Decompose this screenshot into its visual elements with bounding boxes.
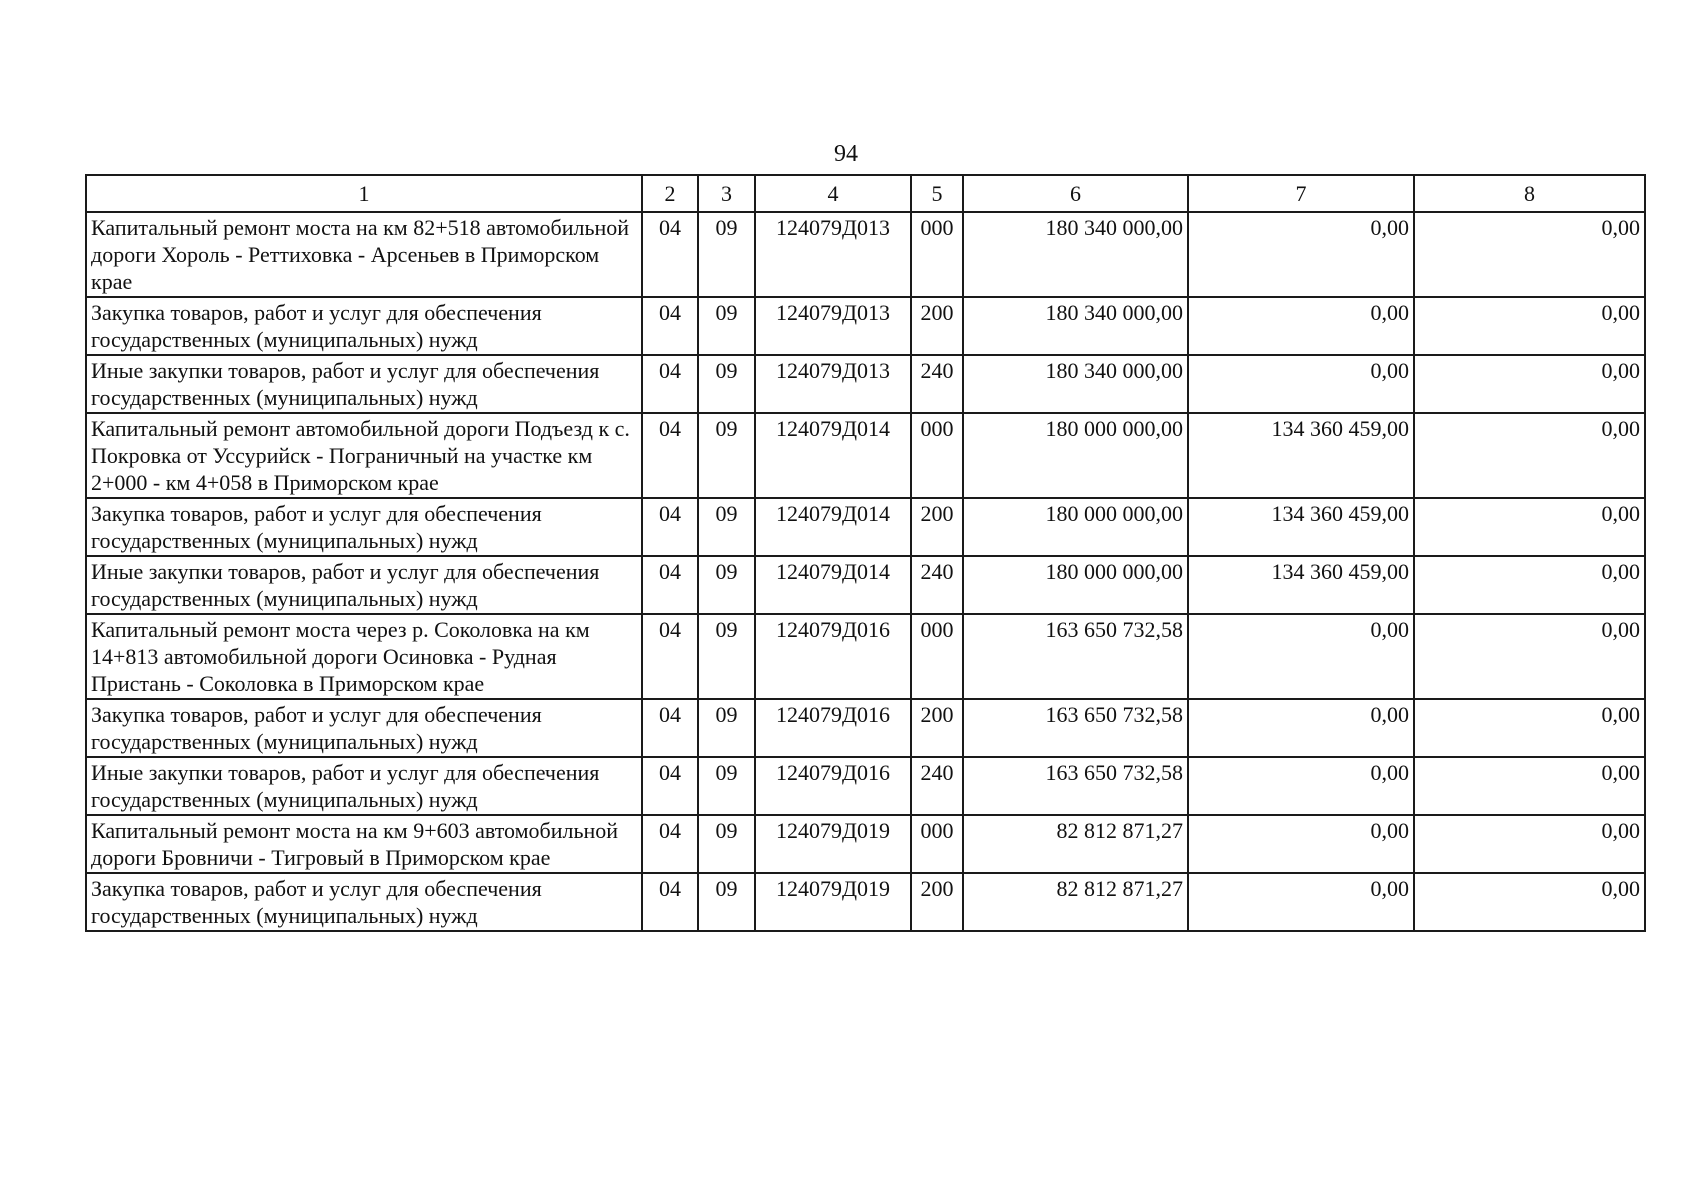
budget-table — [85, 174, 1646, 932]
row-expense-type: 200 — [911, 699, 963, 757]
row-amount-7: 0,00 — [1188, 614, 1414, 699]
row-expense-type: 000 — [911, 413, 963, 498]
row-section: 04 — [642, 815, 698, 873]
column-header: 6 — [963, 175, 1188, 212]
row-amount-8: 0,00 — [1414, 815, 1645, 873]
row-name: Иные закупки товаров, работ и услуг для обеспечения государственных (муниципальных) нужд — [86, 757, 642, 815]
row-expense-type: 200 — [911, 297, 963, 355]
row-amount-6: 180 000 000,00 — [963, 413, 1188, 498]
column-header: 1 — [86, 175, 642, 212]
row-amount-6: 180 000 000,00 — [963, 556, 1188, 614]
row-amount-7: 0,00 — [1188, 815, 1414, 873]
row-amount-6: 82 812 871,27 — [963, 873, 1188, 931]
row-section: 04 — [642, 212, 698, 297]
row-name: Капитальный ремонт моста на км 82+518 автомобильной дороги Хороль - Реттиховка - Арсеньев в Приморском крае — [86, 212, 642, 297]
table-row — [86, 212, 1645, 297]
row-subsection: 09 — [698, 212, 755, 297]
row-target-code: 124079Д013 — [755, 355, 911, 413]
row-section: 04 — [642, 498, 698, 556]
row-target-code: 124079Д016 — [755, 757, 911, 815]
row-subsection: 09 — [698, 556, 755, 614]
row-amount-6: 180 340 000,00 — [963, 297, 1188, 355]
row-amount-8: 0,00 — [1414, 498, 1645, 556]
row-amount-8: 0,00 — [1414, 873, 1645, 931]
row-amount-7: 134 360 459,00 — [1188, 413, 1414, 498]
row-expense-type: 200 — [911, 498, 963, 556]
row-subsection: 09 — [698, 699, 755, 757]
row-expense-type: 000 — [911, 815, 963, 873]
row-amount-8: 0,00 — [1414, 355, 1645, 413]
row-amount-6: 82 812 871,27 — [963, 815, 1188, 873]
row-amount-7: 0,00 — [1188, 873, 1414, 931]
row-name: Закупка товаров, работ и услуг для обеспечения государственных (муниципальных) нужд — [86, 297, 642, 355]
row-name: Закупка товаров, работ и услуг для обеспечения государственных (муниципальных) нужд — [86, 498, 642, 556]
row-amount-7: 0,00 — [1188, 355, 1414, 413]
table-row — [86, 757, 1645, 815]
table-row — [86, 297, 1645, 355]
column-header: 3 — [698, 175, 755, 212]
row-amount-6: 180 000 000,00 — [963, 498, 1188, 556]
row-subsection: 09 — [698, 873, 755, 931]
page-number: 94 — [834, 141, 858, 167]
row-section: 04 — [642, 614, 698, 699]
table-row — [86, 873, 1645, 931]
row-amount-8: 0,00 — [1414, 413, 1645, 498]
row-amount-6: 180 340 000,00 — [963, 212, 1188, 297]
row-target-code: 124079Д016 — [755, 699, 911, 757]
table-row — [86, 815, 1645, 873]
row-subsection: 09 — [698, 355, 755, 413]
row-amount-7: 0,00 — [1188, 699, 1414, 757]
row-amount-6: 180 340 000,00 — [963, 355, 1188, 413]
column-header: 7 — [1188, 175, 1414, 212]
row-expense-type: 240 — [911, 757, 963, 815]
row-amount-8: 0,00 — [1414, 297, 1645, 355]
row-target-code: 124079Д014 — [755, 413, 911, 498]
row-target-code: 124079Д016 — [755, 614, 911, 699]
row-target-code: 124079Д013 — [755, 297, 911, 355]
row-subsection: 09 — [698, 498, 755, 556]
row-amount-6: 163 650 732,58 — [963, 614, 1188, 699]
column-header: 2 — [642, 175, 698, 212]
table-row — [86, 614, 1645, 699]
row-name: Иные закупки товаров, работ и услуг для обеспечения государственных (муниципальных) нужд — [86, 355, 642, 413]
row-target-code: 124079Д014 — [755, 498, 911, 556]
row-amount-8: 0,00 — [1414, 556, 1645, 614]
row-target-code: 124079Д014 — [755, 556, 911, 614]
row-name: Капитальный ремонт моста на км 9+603 автомобильной дороги Бровничи - Тигровый в Приморском крае — [86, 815, 642, 873]
row-amount-7: 0,00 — [1188, 297, 1414, 355]
row-section: 04 — [642, 556, 698, 614]
row-section: 04 — [642, 873, 698, 931]
row-section: 04 — [642, 757, 698, 815]
row-expense-type: 240 — [911, 556, 963, 614]
row-subsection: 09 — [698, 757, 755, 815]
row-name: Иные закупки товаров, работ и услуг для обеспечения государственных (муниципальных) нужд — [86, 556, 642, 614]
row-amount-7: 0,00 — [1188, 212, 1414, 297]
header-row — [86, 175, 1645, 212]
row-amount-8: 0,00 — [1414, 699, 1645, 757]
row-expense-type: 200 — [911, 873, 963, 931]
table-row — [86, 355, 1645, 413]
row-section: 04 — [642, 297, 698, 355]
row-name: Закупка товаров, работ и услуг для обеспечения государственных (муниципальных) нужд — [86, 699, 642, 757]
row-name: Капитальный ремонт автомобильной дороги Подъезд к с. Покровка от Уссурийск - Пограничный на участке км 2+000 - км 4+058 в Приморском крае — [86, 413, 642, 498]
row-expense-type: 240 — [911, 355, 963, 413]
row-section: 04 — [642, 413, 698, 498]
table-row — [86, 413, 1645, 498]
row-amount-8: 0,00 — [1414, 757, 1645, 815]
row-expense-type: 000 — [911, 614, 963, 699]
row-subsection: 09 — [698, 815, 755, 873]
column-header: 8 — [1414, 175, 1645, 212]
column-header: 4 — [755, 175, 911, 212]
row-name: Капитальный ремонт моста через р. Соколовка на км 14+813 автомобильной дороги Осиновка - Рудная Пристань - Соколовка в Приморском крае — [86, 614, 642, 699]
row-amount-8: 0,00 — [1414, 212, 1645, 297]
row-subsection: 09 — [698, 614, 755, 699]
row-amount-7: 134 360 459,00 — [1188, 498, 1414, 556]
row-amount-6: 163 650 732,58 — [963, 757, 1188, 815]
row-subsection: 09 — [698, 297, 755, 355]
row-target-code: 124079Д019 — [755, 873, 911, 931]
row-target-code: 124079Д013 — [755, 212, 911, 297]
column-header: 5 — [911, 175, 963, 212]
row-subsection: 09 — [698, 413, 755, 498]
table-row — [86, 556, 1645, 614]
table-row — [86, 699, 1645, 757]
row-section: 04 — [642, 699, 698, 757]
row-name: Закупка товаров, работ и услуг для обеспечения государственных (муниципальных) нужд — [86, 873, 642, 931]
row-section: 04 — [642, 355, 698, 413]
row-amount-7: 0,00 — [1188, 757, 1414, 815]
row-amount-6: 163 650 732,58 — [963, 699, 1188, 757]
row-target-code: 124079Д019 — [755, 815, 911, 873]
row-amount-7: 134 360 459,00 — [1188, 556, 1414, 614]
row-expense-type: 000 — [911, 212, 963, 297]
table-row — [86, 498, 1645, 556]
row-amount-8: 0,00 — [1414, 614, 1645, 699]
